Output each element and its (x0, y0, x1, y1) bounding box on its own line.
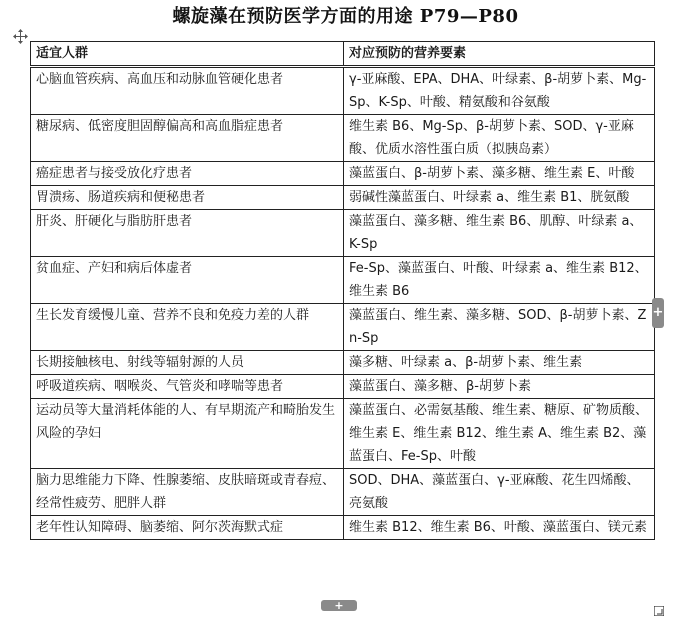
nutrient-cell[interactable]: 维生素 B12、维生素 B6、叶酸、藻蓝蛋白、镁元素 (344, 516, 655, 540)
target-group-cell[interactable]: 长期接触核电、射线等辐射源的人员 (31, 351, 344, 375)
table-row (31, 162, 655, 186)
nutrient-cell[interactable]: 藻多糖、叶绿素 a、β-胡萝卜素、维生素 (344, 351, 655, 375)
table-row (31, 469, 655, 516)
nutrition-table (30, 41, 655, 540)
target-group-cell[interactable]: 贫血症、产妇和病后体虚者 (31, 257, 344, 304)
table-row (31, 186, 655, 210)
table-row (31, 516, 655, 540)
target-group-cell[interactable]: 糖尿病、低密度胆固醇偏高和高血脂症患者 (31, 115, 344, 162)
table-move-handle-icon[interactable] (13, 29, 28, 44)
table-row (31, 375, 655, 399)
target-group-cell[interactable]: 肝炎、肝硬化与脂肪肝患者 (31, 210, 344, 257)
nutrient-cell[interactable]: 藻蓝蛋白、必需氨基酸、维生素、糖原、矿物质酸、维生素 E、维生素 B12、维生素 A、维生素 B2、藻蓝蛋白、Fe-Sp、叶酸 (344, 399, 655, 469)
document-title: 螺旋藻在预防医学方面的用途 P79—P80 (172, 6, 519, 27)
table-row (31, 257, 655, 304)
target-group-cell[interactable]: 老年性认知障碍、脑萎缩、阿尔茨海默式症 (31, 516, 344, 540)
target-group-cell[interactable]: 脑力思维能力下降、性腺萎缩、皮肤暗斑或青春痘、经常性疲劳、肥胖人群 (31, 469, 344, 516)
column-header: 对应预防的营养要素 (344, 42, 655, 67)
table-row (31, 399, 655, 469)
nutrient-cell[interactable]: Fe-Sp、藻蓝蛋白、叶酸、叶绿素 a、维生素 B12、维生素 B6 (344, 257, 655, 304)
table-resize-icon[interactable] (654, 601, 664, 611)
target-group-cell[interactable]: 胃溃疡、肠道疾病和便秘患者 (31, 186, 344, 210)
nutrient-cell[interactable]: SOD、DHA、藻蓝蛋白、γ-亚麻酸、花生四烯酸、亮氨酸 (344, 469, 655, 516)
nutrient-cell[interactable]: 藻蓝蛋白、藻多糖、β-胡萝卜素 (344, 375, 655, 399)
target-group-cell[interactable]: 心脑血管疾病、高血压和动脉血管硬化患者 (31, 67, 344, 115)
add-column-button[interactable]: + (652, 298, 664, 328)
nutrient-cell[interactable]: γ-亚麻酸、EPA、DHA、叶绿素、β-胡萝卜素、Mg-Sp、K-Sp、叶酸、精氨酸和谷氨酸 (344, 67, 655, 115)
nutrient-cell[interactable]: 藻蓝蛋白、β-胡萝卜素、藻多糖、维生素 E、叶酸 (344, 162, 655, 186)
table-header-row (31, 42, 655, 67)
nutrient-cell[interactable]: 藻蓝蛋白、藻多糖、维生素 B6、肌醇、叶绿素 a、K-Sp (344, 210, 655, 257)
nutrient-cell[interactable]: 维生素 B6、Mg-Sp、β-胡萝卜素、SOD、γ-亚麻酸、优质水溶性蛋白质（拟胰岛素） (344, 115, 655, 162)
table-row (31, 115, 655, 162)
column-header: 适宜人群 (31, 42, 344, 67)
target-group-cell[interactable]: 运动员等大量消耗体能的人、有早期流产和畸胎发生风险的孕妇 (31, 399, 344, 469)
table-row (31, 304, 655, 351)
add-row-button[interactable]: + (321, 600, 357, 611)
target-group-cell[interactable]: 呼吸道疾病、咽喉炎、气管炎和哮喘等患者 (31, 375, 344, 399)
table-row (31, 67, 655, 115)
target-group-cell[interactable]: 生长发育缓慢儿童、营养不良和免疫力差的人群 (31, 304, 344, 351)
table-row (31, 351, 655, 375)
table-row (31, 210, 655, 257)
target-group-cell[interactable]: 癌症患者与接受放化疗患者 (31, 162, 344, 186)
nutrient-cell[interactable]: 弱碱性藻蓝蛋白、叶绿素 a、维生素 B1、胱氨酸 (344, 186, 655, 210)
nutrient-cell[interactable]: 藻蓝蛋白、维生素、藻多糖、SOD、β-胡萝卜素、Zn-Sp (344, 304, 655, 351)
